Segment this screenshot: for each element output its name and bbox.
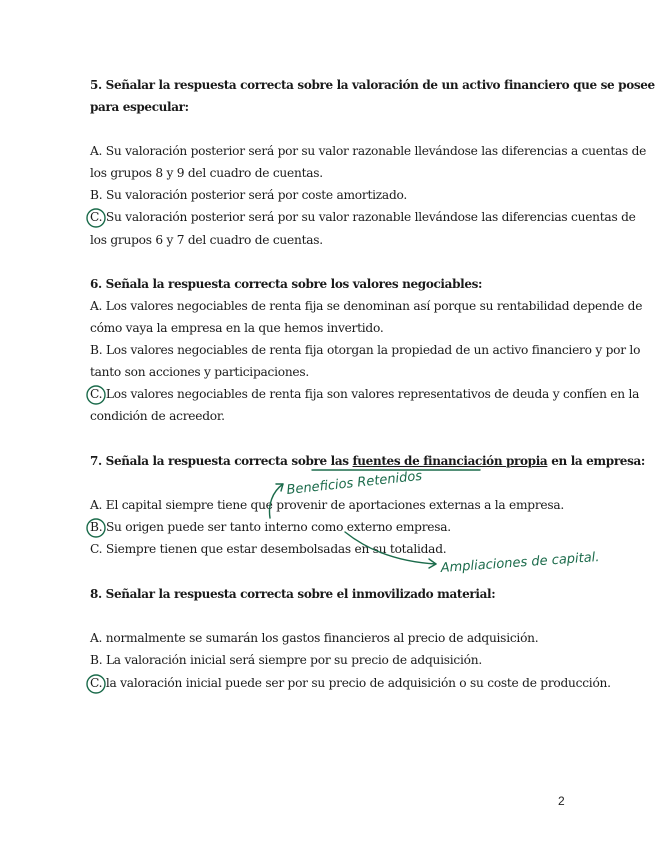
q8-title: 8. Señalar la respuesta correcta sobre el inmovilizado material: [90,587,496,601]
q8-option-a: A. normalmente se sumarán los gastos financieros al precio de adquisición. [90,631,539,645]
q6-option-a-line2: cómo vaya la empresa en la que hemos invertido. [90,321,384,335]
q5-option-c-line1: C. Su valoración posterior será por su valor razonable llevándose las diferencias cuentas de [90,210,636,224]
q6-option-c-line1: C. Los valores negociables de renta fija son valores representativos de deuda y confíen en la [90,387,640,401]
q7-title-post: en la empresa: [547,454,645,468]
q7-option-a: A. El capital siempre tiene que provenir de aportaciones externas a la empresa. [90,498,565,512]
note-beneficios-retenidos: Beneficios Retenidos [285,468,423,498]
q8-option-c: C. la valoración inicial puede ser por su precio de adquisición o su coste de producción. [90,676,611,690]
q5-option-a-line1: A. Su valoración posterior será por su valor razonable llevándose las diferencias a cuentas de [90,144,647,158]
q5-title-line1: 5. Señalar la respuesta correcta sobre la valoración de un activo financiero que se posee [90,78,655,92]
q6-title: 6. Señala la respuesta correcta sobre los valores negociables: [90,277,483,291]
note-ampliaciones-capital: Ampliaciones de capital. [440,549,600,576]
q7-title [90,453,645,469]
q7-title-pre: 7. Señala la respuesta correcta sobre las [90,454,353,468]
q6-option-b-line2: tanto son acciones y participaciones. [90,365,310,379]
q6-option-a-line1: A. Los valores negociables de renta fija se denominan así porque su rentabilidad depende de [90,299,643,313]
q8-option-b: B. La valoración inicial será siempre por su precio de adquisición. [90,653,482,667]
q5-title-line2: para especular: [90,100,189,114]
q5-option-b: B. Su valoración posterior será por coste amortizado. [90,188,407,202]
q5-option-c-line2: los grupos 6 y 7 del cuadro de cuentas. [90,233,323,247]
q7-option-b: B. Su origen puede ser tanto interno como externo empresa. [90,520,451,534]
arrow-externo-head-icon [429,559,436,568]
q7-option-c: C. Siempre tienen que estar desembolsadas en su totalidad. [90,542,447,556]
q6-option-b-line1: B. Los valores negociables de renta fija otorgan la propiedad de un activo financiero y por lo [90,343,641,357]
q7-title-underlined: fuentes de financiación propia [352,454,548,468]
page-number: 2 [558,794,565,808]
arrow-interno-head-icon [276,484,283,491]
q5-option-a-line2: los grupos 8 y 9 del cuadro de cuentas. [90,166,323,180]
q6-option-c-line2: condición de acreedor. [90,409,225,423]
